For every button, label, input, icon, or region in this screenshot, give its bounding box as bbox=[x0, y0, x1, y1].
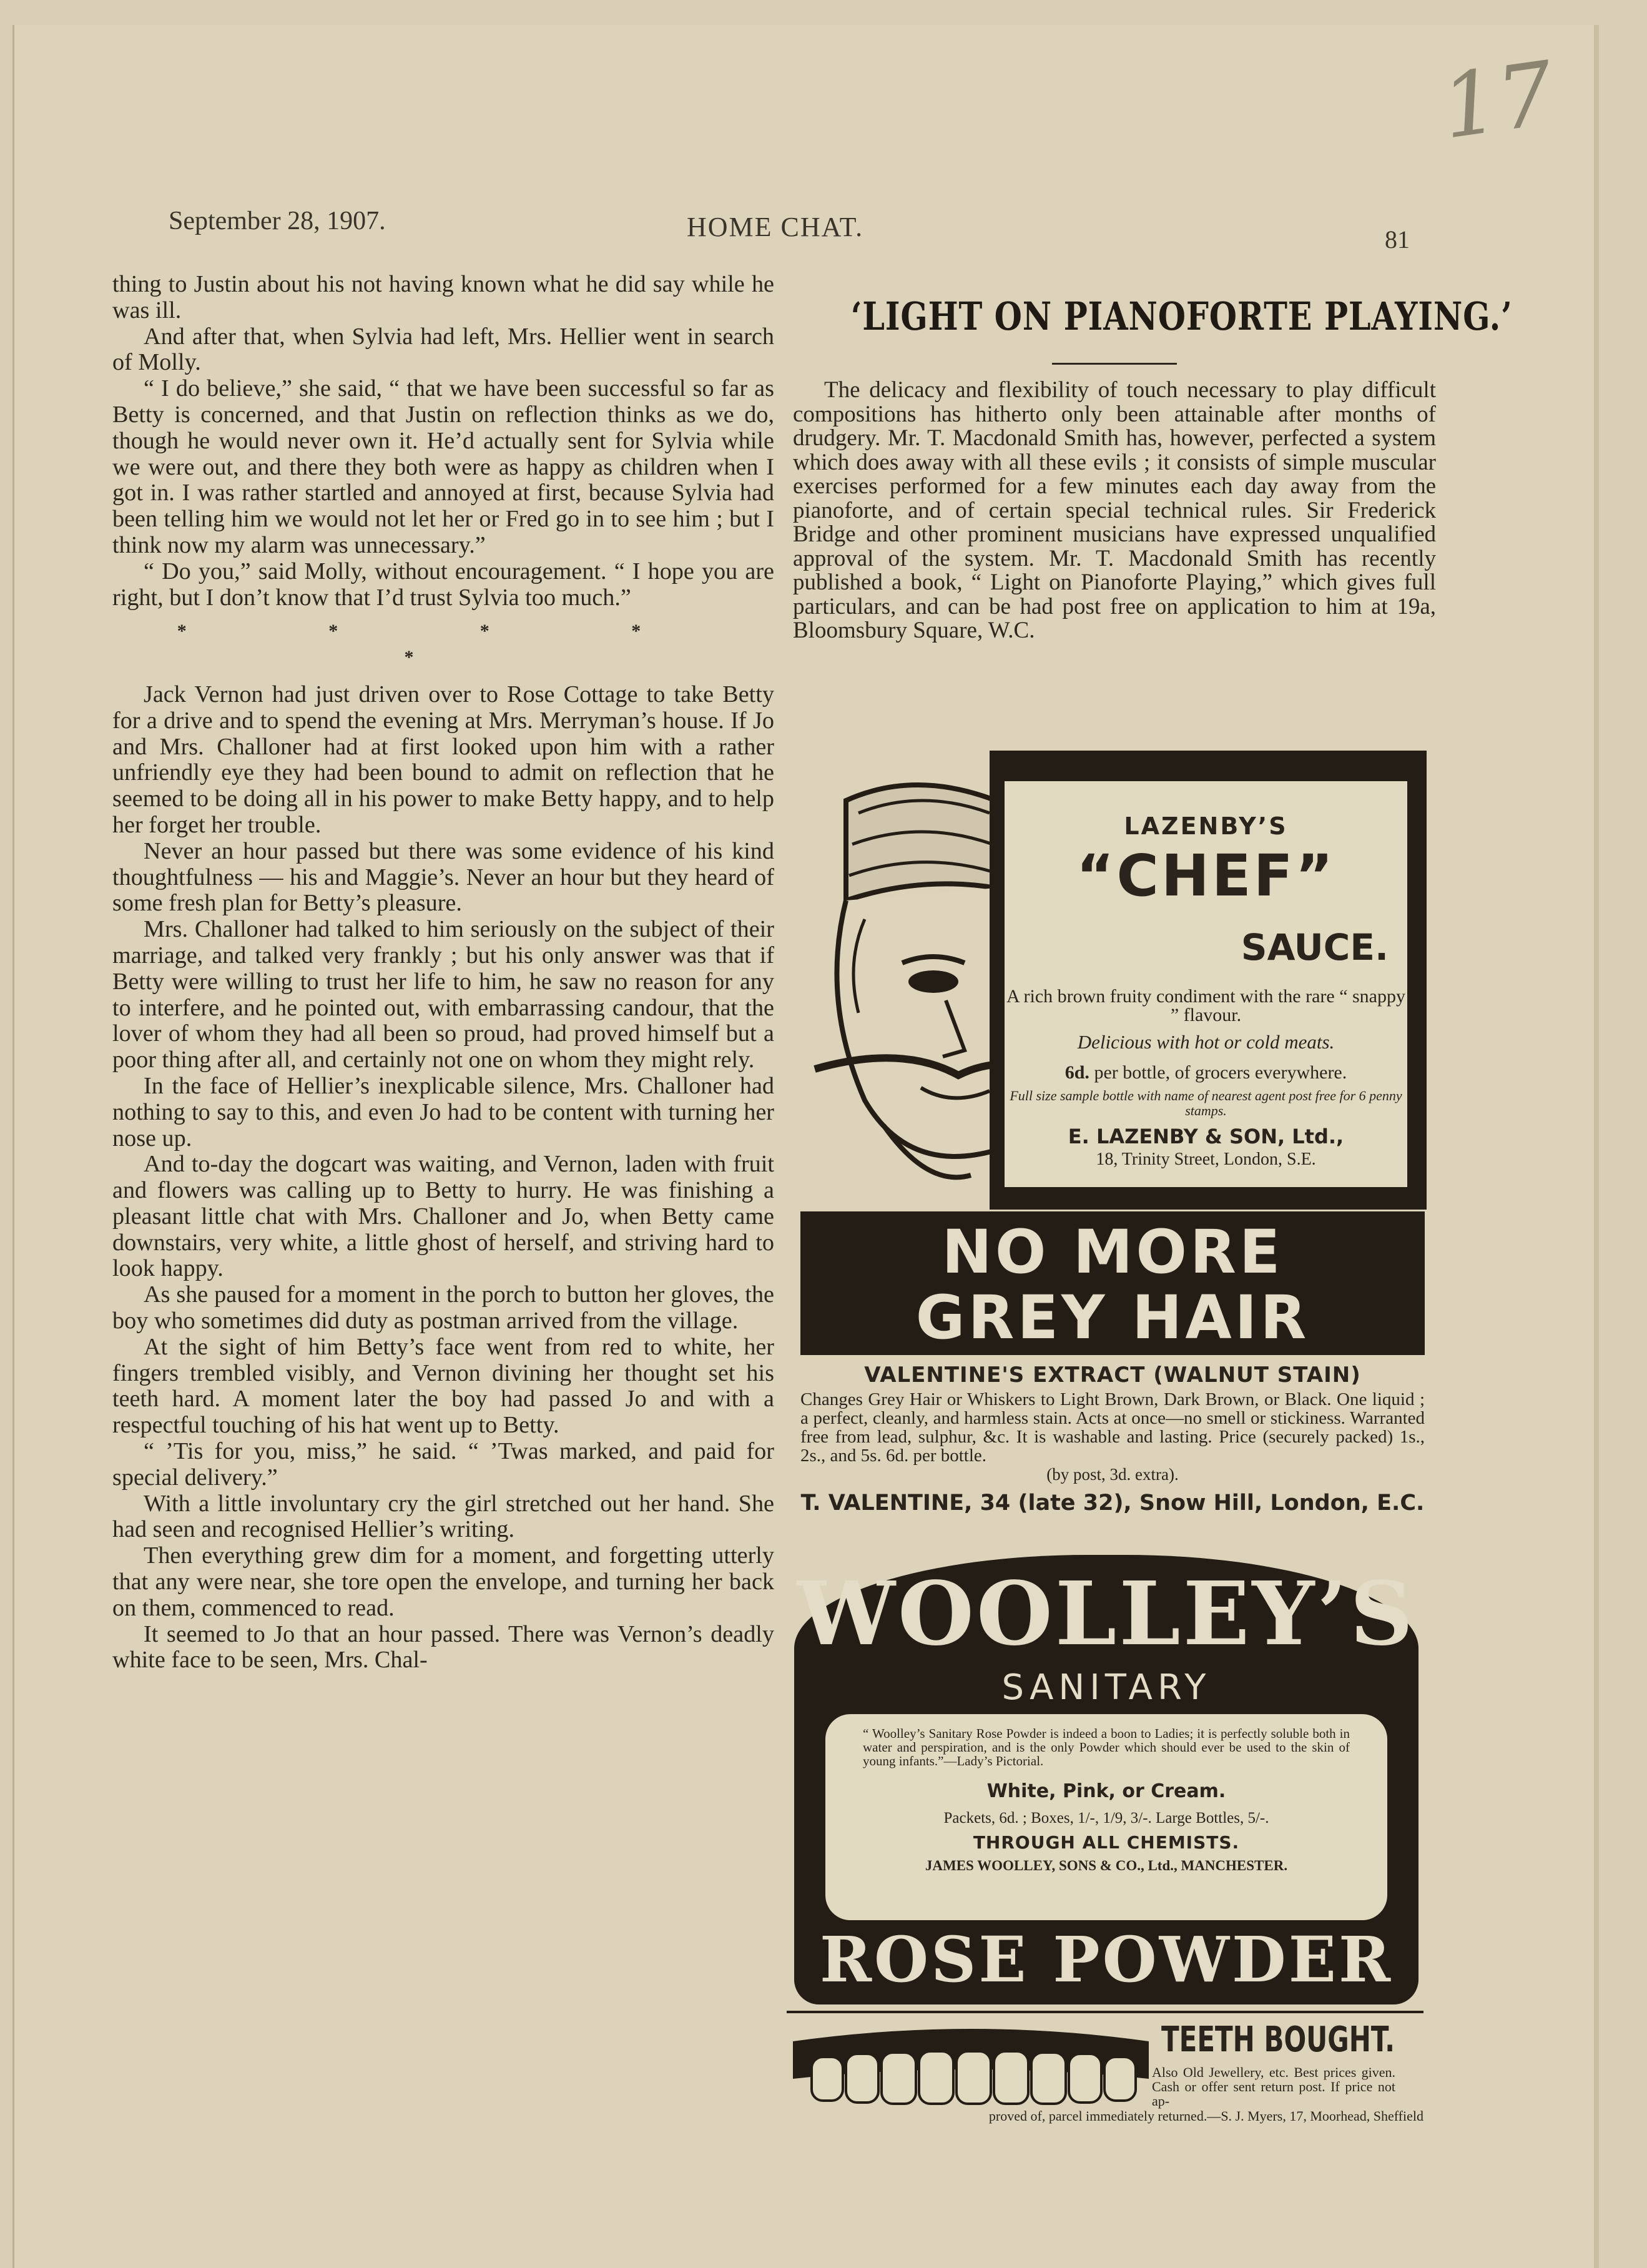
chef-sample-offer: Full size sample bottle with name of nearest agent post free for 6 penny stamps. bbox=[1010, 1088, 1402, 1118]
story-paragraph: And after that, when Sylvia had left, Mrs. Hellier went in search of Molly. bbox=[112, 323, 774, 376]
story-paragraph: As she paused for a moment in the porch to button her gloves, the boy who sometimes did duty as postman arrived from the village. bbox=[112, 1281, 774, 1334]
dentures-illustration bbox=[787, 2023, 1155, 2110]
story-column bbox=[112, 272, 774, 1674]
story-paragraph: “ Do you,” said Molly, without encouragement. “ I hope you are right, but I don’t know that I’d trust Sylvia too much.” bbox=[112, 558, 774, 611]
chef-price-line bbox=[1005, 1062, 1407, 1083]
woolley-ad-panel bbox=[825, 1714, 1387, 1920]
grey-hair-advertisement bbox=[800, 1211, 1425, 1516]
woolley-company: JAMES WOOLLEY, SONS & CO., Ltd., MANCHESTER. bbox=[925, 1858, 1288, 1873]
chef-ad-panel bbox=[1002, 779, 1410, 1190]
story-paragraph: “ I do believe,” she said, “ that we have been successful so far as Betty is concerned, and that Justin on reflection thinks as we do, though he would never own it. He’d actually sent for Sylvia while we were out, and there they both were as happy as children when I got in. I was rather startled and annoyed at first, because Sylvia had been telling him we would not let her or Fred go in to see him ; but I think now my alarm was unnecessary.” bbox=[112, 375, 774, 558]
handwritten-page-mark: 17 bbox=[1435, 42, 1560, 159]
chef-sauce-advertisement bbox=[809, 751, 1427, 1210]
story-paragraph: It seemed to Jo that an hour passed. There was Vernon’s deadly white face to be seen, Mrs. Chal- bbox=[112, 1620, 774, 1674]
woolley-testimonial: “ Woolley’s Sanitary Rose Powder is indeed a boon to Ladies; it is perfectly soluble both in water and perspiration, and is the only Powder which should ever be used to the skin of young infants.”—Lady’s Pictorial. bbox=[863, 1726, 1350, 1768]
teeth-description: Also Old Jewellery, etc. Best prices given. Cash or offer sent return post. If price not ap- bbox=[1152, 2064, 1395, 2109]
story-paragraph: Then everything grew dim for a moment, and forgetting utterly that any were near, she tore open the envelope, and turning her back on them, commenced to read. bbox=[112, 1542, 774, 1621]
story-paragraph: Never an hour passed but there was some evidence of his kind thoughtfulness — his and Maggie’s. Never an hour but they heard of some fresh plan for Betty’s pleasure. bbox=[112, 837, 774, 917]
chef-serving-note: Delicious with hot or cold meats. bbox=[1077, 1031, 1335, 1053]
story-paragraph: Mrs. Challoner had talked to him seriously on the subject of their marriage, and talked very frankly ; but his only answer was that if Betty were willing to trust her life to him, he saw no reason for any to interfere, and he pointed out, with embarrassing candour, that the lover of whom they had all been so proud, had proved himself but a poor thing after all, and certainly not one on whom they might rely. bbox=[112, 916, 774, 1073]
woolley-sanitary: SANITARY bbox=[1001, 1667, 1211, 1708]
woolley-availability: THROUGH ALL CHEMISTS. bbox=[973, 1832, 1240, 1853]
grey-body: Changes Grey Hair or Whiskers to Light Brown, Dark Brown, or Black. One liquid ; a perfect, cleanly, and harmless stain. Acts at once—no smell or stickiness. Warranted free from lead, sulphur, &c. It is washable and lasting. Price (securely packed) 1s., 2s., and 5s. 6d. per bottle. bbox=[800, 1389, 1425, 1466]
chef-company: E. LAZENBY & SON, Ltd., bbox=[1068, 1125, 1344, 1148]
woolley-prices: Packets, 6d. ; Boxes, 1/-, 1/9, 3/-. Large Bottles, 5/-. bbox=[943, 1810, 1269, 1827]
chef-ad-frame bbox=[990, 751, 1427, 1210]
issue-date: September 28, 1907. bbox=[169, 207, 386, 235]
article-body: The delicacy and flexibility of touch necessary to play difficult compositions has hitherto only been attainable after months of drudgery. Mr. T. Macdonald Smith has, however, perfected a system which does away with all these evils ; it consists of simple muscular exercises performed for a few minutes each day away from the pianoforte, and of certain special technical rules. Sir Frederick Bridge and other prominent musicians have expressed unqualified approval of the system. Mr. T. Macdonald Smith has recently published a book, “ Light on Pianoforte Playing,” which gives full particulars, and can be had post free on application to him at 19a, Bloomsbury Square, W.C. bbox=[793, 377, 1436, 643]
story-paragraph: With a little involuntary cry the girl stretched out her hand. She had seen and recognised Hellier’s writing. bbox=[112, 1490, 774, 1543]
magazine-title: HOME CHAT. bbox=[687, 212, 864, 242]
pianoforte-article bbox=[793, 293, 1513, 643]
teeth-title: TEETH BOUGHT. bbox=[1161, 2019, 1395, 2060]
story-paragraph: At the sight of him Betty’s face went from red to white, her fingers trembled visibly, and Vernon divining her thought set his teeth hard. A moment later the boy had passed Jo and with a respectful touching of his hat went up to Betty. bbox=[112, 1333, 774, 1439]
chef-price: 6d. bbox=[1064, 1062, 1089, 1083]
story-paragraph: “ ’Tis for you, miss,” he said. “ ’Twas marked, and paid for special delivery.” bbox=[112, 1438, 774, 1491]
grey-postage: (by post, 3d. extra). bbox=[1046, 1465, 1179, 1484]
section-break-stars: * * * * * bbox=[177, 621, 710, 668]
story-paragraph: Jack Vernon had just driven over to Rose Cottage to take Betty for a drive and to spend the evening at Mrs. Merryman’s house. If Jo and Mrs. Challoner had at first looked upon him with a rather unfriendly eye they had been bound to admit on reflection that he seemed to be doing all in his power to make Betty happy, and to help her forget her trouble. bbox=[112, 681, 774, 838]
page-header bbox=[0, 206, 1647, 262]
grey-subtitle: VALENTINE'S EXTRACT (WALNUT STAIN) bbox=[864, 1363, 1361, 1388]
story-paragraph: thing to Justin about his not having known what he did say while he was ill. bbox=[112, 271, 774, 323]
title-divider bbox=[1052, 363, 1177, 365]
chef-price-text: per bottle, of grocers everywhere. bbox=[1089, 1062, 1347, 1083]
woolley-brand: WOOLLEY’S bbox=[797, 1563, 1416, 1665]
chef-description: A rich brown fruity condiment with the rare “ snappy ” flavour. bbox=[1006, 986, 1405, 1025]
grey-address: T. VALENTINE, 34 (late 32), Snow Hill, London, E.C. bbox=[800, 1491, 1425, 1516]
story-paragraph: And to-day the dogcart was waiting, and Vernon, laden with fruit and flowers was calling up to Betty to hurry. He was finishing a pleasant little chat with Mrs. Challoner and Jo, when Betty came downstairs, very white, a little ghost of herself, and striving hard to look happy. bbox=[112, 1151, 774, 1282]
page-number: 81 bbox=[1385, 225, 1410, 254]
teeth-advertisement bbox=[787, 2011, 1423, 2138]
story-paragraph: In the face of Hellier’s inexplicable silence, Mrs. Challoner had nothing to say to this, and even Jo had to be content with turning her nose up. bbox=[112, 1072, 774, 1151]
teeth-address: proved of, parcel immediately returned.—S. J. Myers, 17, Moorhead, Sheffield bbox=[988, 2108, 1423, 2124]
woolley-advertisement bbox=[794, 1555, 1418, 2004]
woolley-product: ROSE POWDER bbox=[819, 1923, 1394, 1996]
article-title: ‘LIGHT ON PIANOFORTE PLAYING.’ bbox=[850, 293, 1513, 339]
chef-address: 18, Trinity Street, London, S.E. bbox=[1096, 1150, 1316, 1169]
chef-sauce-label: SAUCE. bbox=[1241, 926, 1389, 969]
grey-banner-line2: GREY HAIR bbox=[915, 1283, 1310, 1353]
woolley-colors: White, Pink, or Cream. bbox=[986, 1780, 1226, 1802]
chef-brand: LAZENBY’S bbox=[1124, 812, 1288, 840]
chef-product-name: “CHEF” bbox=[1076, 842, 1336, 909]
grey-hair-banner bbox=[800, 1211, 1425, 1355]
grey-banner-line1: NO MORE bbox=[941, 1217, 1284, 1287]
